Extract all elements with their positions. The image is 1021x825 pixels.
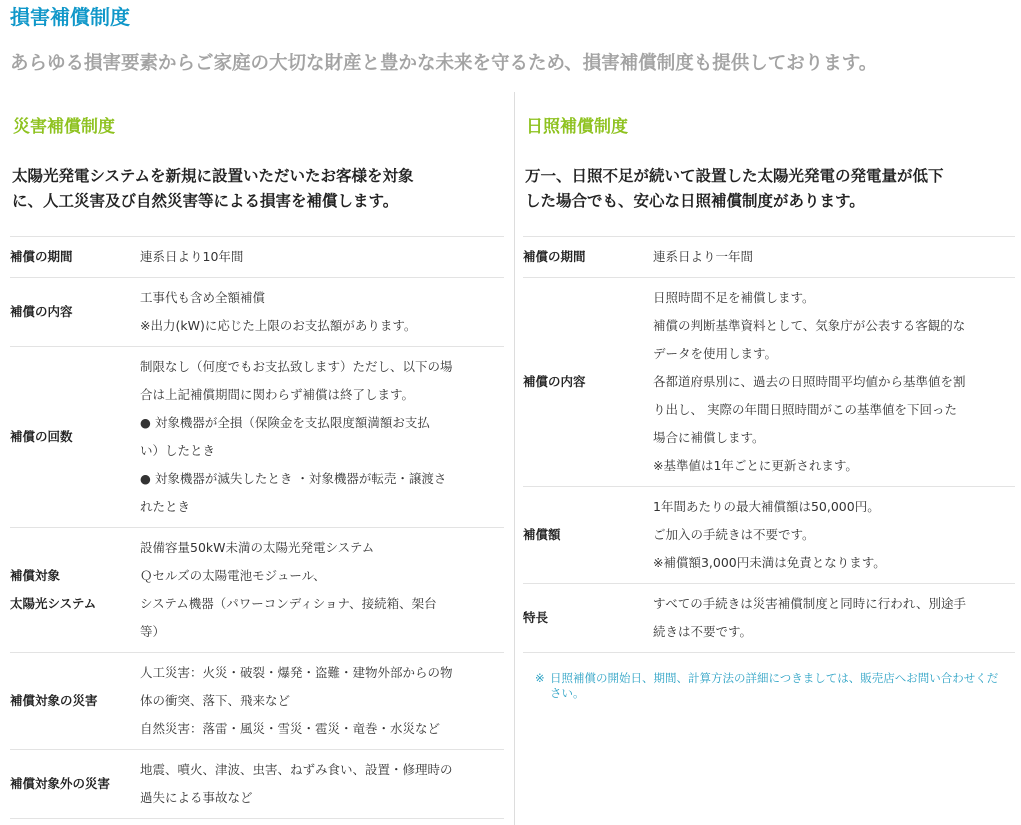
row-label-text: 太陽光システム	[10, 596, 97, 611]
sunshine-compensation-table	[523, 236, 1015, 653]
footnote-text: 日照補償の開始日、期間、計算方法の詳細につきましては、販売店へお問い合わせください。	[550, 671, 999, 700]
intro-line: 太陽光発電システムを新規に設置いただいたお客様を対象	[12, 167, 414, 185]
row-label-text: 補償の期間	[10, 249, 73, 264]
table-row-content	[523, 278, 1015, 487]
table-row-excluded-disasters	[10, 750, 504, 819]
row-value	[653, 487, 1015, 584]
row-label-text: 補償対象	[10, 568, 61, 583]
row-value	[653, 584, 1015, 653]
row-value-line: 連系日より一年間	[653, 249, 754, 264]
row-value-line: れたとき	[140, 499, 191, 514]
row-label	[10, 653, 140, 750]
row-value	[653, 278, 1015, 487]
table-row-features	[523, 584, 1015, 653]
row-label-text: 補償対象外の災害	[10, 776, 111, 791]
table-row-count	[10, 347, 504, 528]
row-value	[140, 347, 504, 528]
row-value-line: 制限なし（何度でもお支払致します）ただし、以下の場	[140, 359, 453, 374]
row-label	[523, 584, 653, 653]
sunshine-compensation-heading: 日照補償制度	[526, 117, 628, 137]
row-value-line: 日照時間不足を補償します。	[653, 290, 815, 305]
table-row-period	[10, 237, 504, 278]
row-value-line: ※補償額3,000円未満は免責となります。	[653, 555, 886, 570]
table-row-content	[10, 278, 504, 347]
row-value	[140, 750, 504, 819]
disaster-compensation-intro	[12, 164, 502, 214]
row-value-line: データを使用します。	[653, 346, 778, 361]
row-value-line: い）したとき	[140, 443, 216, 458]
row-value-line: 合は上記補償期間に関わらず補償は終了します。	[140, 387, 415, 402]
table-row-target-system	[10, 528, 504, 653]
row-value-line: ※基準値は1年ごとに更新されます。	[653, 458, 858, 473]
row-value-line: ● 対象機器が滅失したとき ・対象機器が転売・譲渡さ	[140, 471, 447, 486]
row-label-text: 特長	[523, 610, 549, 625]
row-value-line: システム機器（パワーコンディショナ、接続箱、架台	[140, 596, 437, 611]
sunshine-compensation-intro	[525, 164, 1015, 214]
row-label-text: 補償の回数	[10, 429, 73, 444]
page-lead-text: あらゆる損害要素からご家庭の大切な財産と豊かな未来を守るため、損害補償制度も提供しております。	[10, 53, 878, 74]
row-value-line: り出し、 実際の年間日照時間がこの基準値を下回った	[653, 402, 957, 417]
row-value-line: 過失による事故など	[140, 790, 253, 805]
row-value-line: 1年間あたりの最大補償額は50,000円。	[653, 499, 880, 514]
row-value-line: 続きは不要です。	[653, 624, 753, 639]
row-label	[10, 750, 140, 819]
row-label	[10, 278, 140, 347]
row-label-text: 補償の期間	[523, 249, 586, 264]
row-value-line: 工事代も含め全額補償	[140, 290, 266, 305]
intro-line: した場合でも、安心な日照補償制度があります。	[525, 192, 865, 210]
row-label	[10, 528, 140, 653]
row-value-line: 補償の判断基準資料として、気象庁が公表する客観的な	[653, 318, 966, 333]
row-label	[10, 347, 140, 528]
row-value-line: ● 対象機器が全損（保険金を支払限度額満額お支払	[140, 415, 430, 430]
table-row-amount	[523, 487, 1015, 584]
row-value-line: 等）	[140, 624, 166, 639]
row-value-line: 設備容量50kW未満の太陽光発電システム	[140, 540, 375, 555]
table-row-covered-disasters	[10, 653, 504, 750]
row-value	[140, 528, 504, 653]
row-label-text: 補償の内容	[523, 374, 586, 389]
row-value	[140, 278, 504, 347]
row-value-line: ご加入の手続きは不要です。	[653, 527, 815, 542]
intro-line: 万一、日照不足が続いて設置した太陽光発電の発電量が低下	[525, 167, 944, 185]
row-label-text: 補償額	[523, 527, 561, 542]
column-divider	[514, 92, 515, 825]
row-value-line: 地震、噴火、津波、虫害、ねずみ食い、設置・修理時の	[140, 762, 453, 777]
row-label	[523, 487, 653, 584]
row-label-text: 補償対象の災害	[10, 693, 98, 708]
intro-line: に、人工災害及び自然災害等による損害を補償します。	[12, 192, 399, 210]
page-title: 損害補償制度	[10, 5, 130, 29]
disaster-compensation-heading: 災害補償制度	[13, 117, 115, 137]
row-value-line: 連系日より10年間	[140, 249, 244, 264]
row-value-line: ※出力(kW)に応じた上限のお支払額があります。	[140, 318, 417, 333]
row-value-line: すべての手続きは災害補償制度と同時に行われ、別途手	[653, 596, 967, 611]
sunshine-footnote	[535, 671, 1005, 701]
row-value-line: 人工災害：火災・破裂・爆発・盗難・建物外部からの物	[140, 665, 453, 680]
row-value	[653, 237, 1015, 278]
disaster-compensation-table	[10, 236, 504, 819]
table-row-period	[523, 237, 1015, 278]
row-value-line: 体の衝突、落下、飛来など	[140, 693, 291, 708]
row-value-line: 場合に補償します。	[653, 430, 765, 445]
row-value-line: 自然災害：落雷・風災・雪災・雹災・竜巻・水災など	[140, 721, 441, 736]
row-value-line: 各都道府県別に、過去の日照時間平均値から基準値を割	[653, 374, 966, 389]
row-value	[140, 653, 504, 750]
row-label	[10, 237, 140, 278]
row-label	[523, 278, 653, 487]
row-value	[140, 237, 504, 278]
row-label	[523, 237, 653, 278]
footnote-mark: ※	[535, 671, 545, 685]
row-value-line: Ｑセルズの太陽電池モジュール、	[140, 568, 326, 583]
row-label-text: 補償の内容	[10, 304, 73, 319]
